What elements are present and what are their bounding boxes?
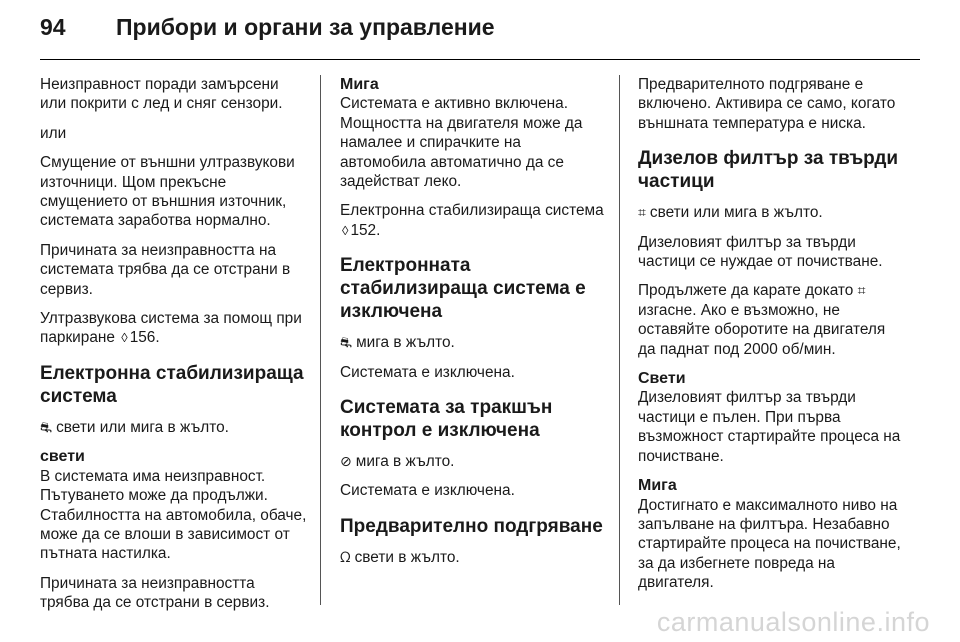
diesel-particulate-filter-icon: ⌗	[638, 204, 646, 221]
indicator-line: ⊘ мига в жълто.	[340, 453, 455, 471]
page-ref[interactable]: 156.	[129, 329, 160, 347]
paragraph: Предварителното подгряване е включено. Активира се само, когато външната температура е ниска.	[638, 76, 896, 132]
paragraph: Дизеловият филтър за твърди частици е пълен. При първа възможност стартирайте процеса на почистване.	[638, 389, 901, 465]
subheading-miga: Мига	[638, 477, 677, 495]
subheading-miga: Мига	[340, 76, 379, 93]
section-heading-esp: Електронна стабилизираща система	[40, 362, 304, 407]
page-ref-icon: ◊	[121, 330, 128, 346]
paragraph: Причината за неизправността трябва да се отстрани в сервиз.	[40, 574, 270, 612]
paragraph: Причината за неизправността на системата трябва да се отстрани в сервиз.	[40, 241, 291, 298]
section-heading-preheat: Предварително подгряване	[340, 515, 603, 537]
paragraph: Системата е изключена.	[340, 363, 515, 381]
section-heading-esp-off: Електронната стабилизираща система е изключена	[340, 255, 586, 323]
paragraph: или	[40, 124, 67, 142]
column-1	[40, 75, 308, 623]
column-3	[638, 75, 906, 603]
paragraph: Неизправност поради замърсени или покрити с лед и сняг сензори.	[40, 76, 283, 113]
paragraph: Смущение от външни ултразвукови източници. Щом прекъсне смущението от външния източник, системата заработва нормално.	[40, 154, 295, 230]
section-heading-tc-off: Системата за тракшън контрол е изключена	[340, 397, 553, 442]
header-rule	[40, 59, 920, 60]
esp-off-icon: ⛐	[340, 334, 353, 351]
watermark: carmanualsonline.info	[656, 607, 930, 637]
page-ref[interactable]: 152.	[350, 221, 381, 239]
diesel-particulate-filter-icon: ⌗	[857, 282, 866, 299]
section-heading-dpf: Дизелов филтър за твърди частици	[638, 148, 899, 193]
paragraph: Продължете да карате докато ⌗изгасне. Ако е възможно, не оставяйте оборотите на двигателя да паднат под 2000 об/мин.	[638, 282, 886, 358]
paragraph: Дизеловият филтър за твърди частици се нуждае от почистване.	[638, 233, 883, 271]
indicator-line: ⛐ мига в жълто.	[340, 334, 455, 352]
indicator-line: ᘯ свети в жълто.	[340, 548, 460, 566]
column-2	[340, 75, 608, 577]
subheading-sveti: Свети	[638, 370, 686, 388]
paragraph-with-ref: Електронна стабилизираща система ◊ 152.	[340, 202, 604, 239]
page-number: 94	[40, 14, 66, 40]
page-title: Прибори и органи за управление	[116, 14, 495, 40]
indicator-line: ⌗ свети или мига в жълто.	[638, 204, 823, 222]
column-divider	[619, 75, 620, 605]
glow-plug-icon: ᘯ	[340, 548, 351, 565]
paragraph: Системата е изключена.	[340, 482, 515, 500]
paragraph-with-ref: Ултразвукова система за помощ при паркиране ◊ 156.	[40, 310, 302, 347]
column-divider	[320, 75, 321, 605]
indicator-line: ⛐ свети или мига в жълто.	[40, 418, 229, 436]
paragraph: Достигнато е максималното ниво на запълване на филтъра. Незабавно стартирайте процеса на почистване, за да избегнете повреда на двигателя.	[638, 496, 901, 592]
paragraph: Системата е активно включена. Мощността на двигателя може да намалее и спирачките на автомобила автоматично да се задействат леко.	[340, 95, 583, 191]
traction-control-off-icon: ⊘	[340, 453, 352, 470]
page-header	[40, 14, 495, 48]
subheading-sveti: свети	[40, 448, 85, 466]
page-ref-icon: ◊	[342, 222, 349, 238]
esp-warning-icon: ⛐	[40, 418, 53, 435]
paragraph: В системата има неизправност. Пътуването може да продължи. Стабилността на автомобила, обаче, може да се влоши в зависимост от пътната настилка.	[40, 467, 307, 563]
